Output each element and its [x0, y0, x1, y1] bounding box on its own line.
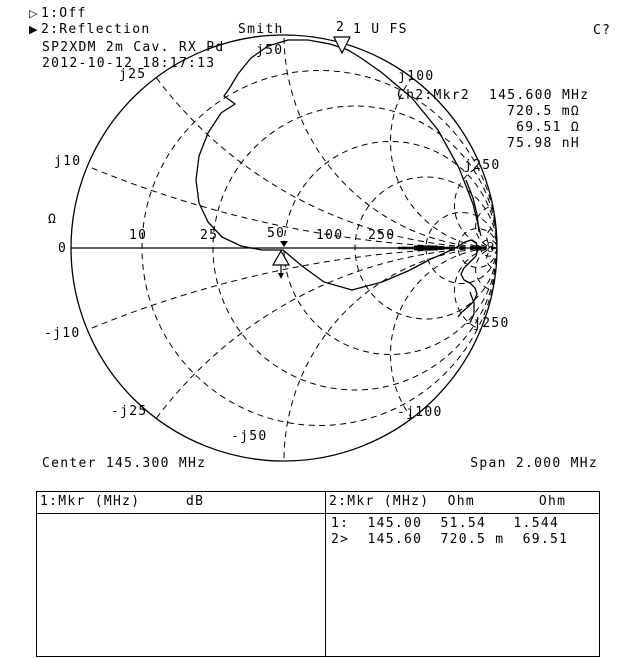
marker2-flag-label: 2: [336, 20, 346, 35]
neg-j50-label: -j50: [231, 429, 268, 444]
neg-j100-label: -j100: [397, 405, 443, 420]
marker-readout-resistance: 720.5 mΩ: [506, 104, 580, 119]
channel1-status: 1:Off: [41, 6, 87, 21]
table-right-header: 2:Mkr (MHz) Ohm Ohm: [329, 494, 567, 509]
channel2-measurement: 2:Reflection: [41, 22, 151, 37]
neg-j10-label: -j10: [44, 326, 81, 341]
user-title: SP2XDM 2m Cav. RX Pd: [42, 40, 225, 55]
display-format: Smith: [238, 22, 284, 37]
table-row-marker1: 1: 145.00 51.54 1.544: [331, 516, 560, 531]
r50-label: 50: [267, 226, 286, 241]
j50-label: j50: [256, 43, 284, 58]
channel2-arrow-icon: ▶: [29, 23, 38, 36]
table-row-marker2: 2> 145.60 720.5 m 69.51: [331, 532, 569, 547]
s11-trace: [196, 40, 481, 317]
center-frequency: Center 145.300 MHz: [42, 456, 207, 471]
r250-label: 250: [368, 228, 396, 243]
marker-table-header-rule: [36, 513, 599, 514]
j250-label: j250: [464, 158, 501, 173]
span-frequency: Span 2.000 MHz: [470, 456, 598, 471]
marker-readout-frequency: 145.600 MHz: [489, 88, 590, 103]
axis-zero-label: 0: [58, 241, 68, 256]
r100-label: 100: [316, 228, 344, 243]
marker-readout-reactance: 69.51 Ω: [516, 120, 580, 135]
r10-label: 10: [129, 228, 148, 243]
marker-readout-inductance: 75.98 nH: [506, 136, 580, 151]
neg-j25-label: -j25: [111, 404, 148, 419]
axis-infinity-label: ∞: [481, 240, 501, 254]
j25-label: j25: [119, 67, 147, 82]
axis-unit-label: Ω: [48, 212, 58, 227]
marker-table-divider: [325, 491, 326, 656]
scale-annotation: 1 U FS: [353, 22, 408, 37]
table-left-header: 1:Mkr (MHz) dB: [40, 494, 205, 509]
marker-readout-label: Ch2:Mkr2: [397, 88, 471, 103]
datetime-stamp: 2012-10-12 18:17:13: [42, 56, 216, 71]
cal-status: C?: [593, 23, 612, 38]
j100-label: j100: [398, 69, 435, 84]
j10-label: j10: [54, 154, 82, 169]
neg-j250-label: -j250: [464, 316, 510, 331]
channel1-arrow-icon: ▷: [29, 7, 38, 20]
r25-label: 25: [200, 228, 219, 243]
